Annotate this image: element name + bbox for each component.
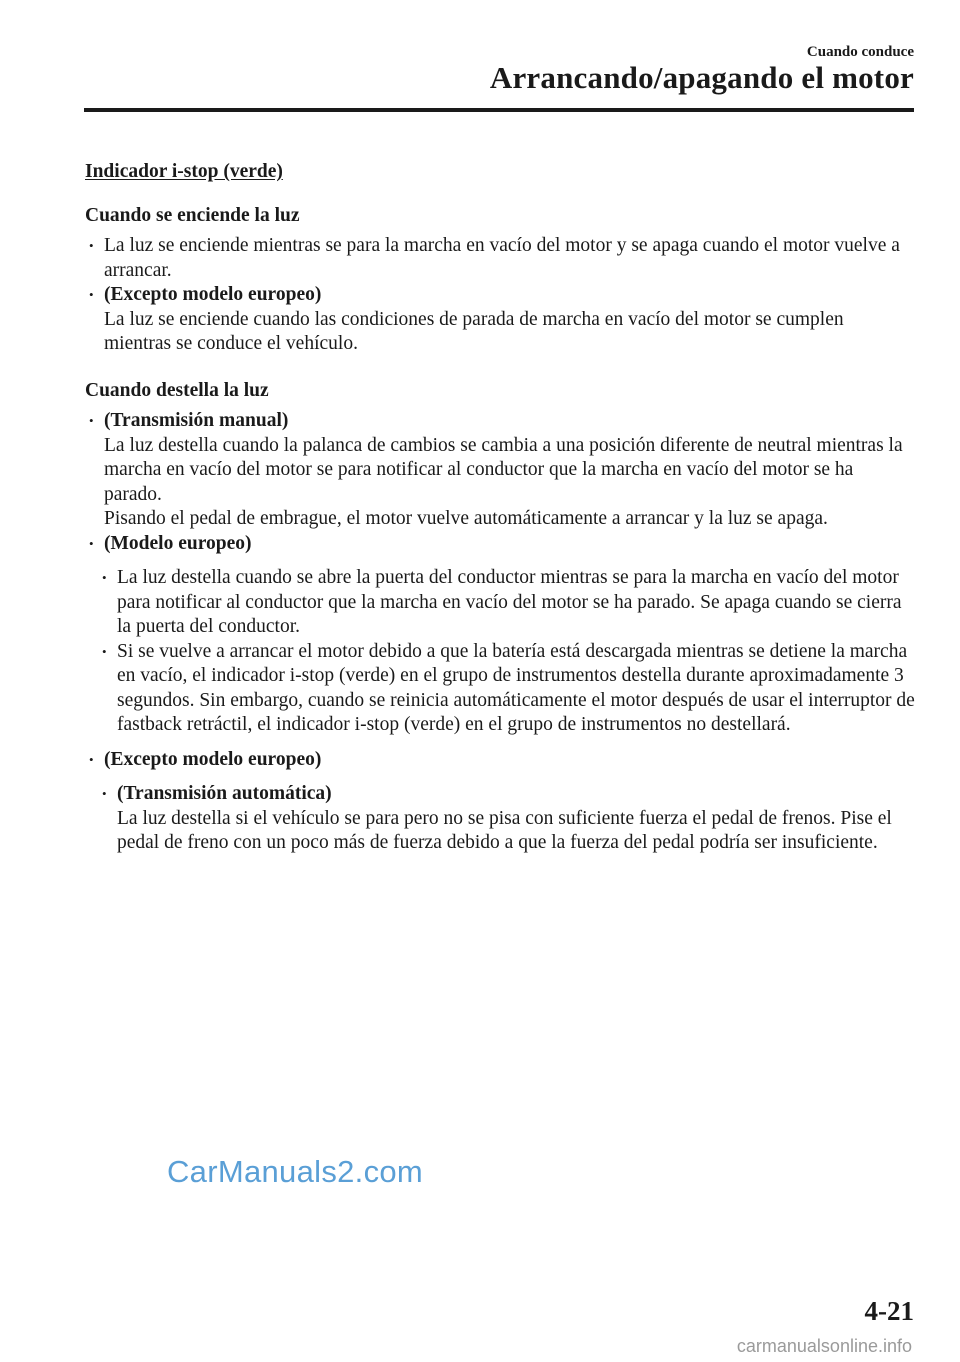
bullet-icon: • [102,643,107,659]
list-item [85,409,915,532]
list-item [85,283,915,357]
bullet-icon: • [89,287,94,302]
list-item-text: Pisando el pedal de embrague, el motor vuelve automáticamente a arrancar y la luz se apaga. [104,508,828,529]
page-number: 4-21 [864,1296,914,1326]
list-item-label: (Transmisión manual) [104,410,289,431]
list-item-text: La luz se enciende mientras se para la marcha en vacío del motor y se apaga cuando el motor vuelve a arrancar. [104,235,900,281]
list-item-text: La luz destella cuando la palanca de cambios se cambia a una posición diferente de neutral mientras la marcha en vacío del motor se para notificar al conductor que la marcha en vacío del motor se ha parado. [104,434,903,505]
sub-list-item-text: La luz destella cuando se abre la puerta del conductor mientras se para la marcha en vacío del motor para notificar al conductor que la marcha en vacío del motor se ha parado. Se apaga cuando se cierra la puerta del conductor. [117,567,902,637]
bullet-icon: • [89,238,94,253]
sub-list-item-text: La luz destella si el vehículo se para pero no se pisa con suficiente fuerza el pedal de frenos. Pise el pedal de freno con un poco más de fuerza debido a que la fuerza del pedal podría ser insuficiente. [117,807,892,853]
subsection-title-light-on: Cuando se enciende la luz [85,204,300,226]
footer-site-watermark: carmanualsonline.info [736,1336,912,1356]
page-title: Arrancando/apagando el motor [489,60,914,95]
list-item [85,234,915,283]
bullet-icon: • [89,413,94,428]
list-item-label: (Excepto modelo europeo) [104,284,322,305]
list-item-label: (Excepto modelo europeo) [104,748,322,770]
subsection-title-light-flash: Cuando destella la luz [85,379,269,401]
bullet-icon: • [89,535,94,551]
list-item-label: (Modelo europeo) [104,532,252,554]
sub-list-item-text: Si se vuelve a arrancar el motor debido a que la batería está descargada mientras se detiene la marcha en vacío, el indicador i-stop (verde) en el grupo de instrumentos destella durante aproximadamente 3 segundos. Sin embargo, cuando se reinicia automáticamente el motor después de usar el interruptor de fastback retráctil, el indicador i-stop (verde) en el grupo de instrumentos no destellará. [117,640,915,735]
sub-list-item [85,640,915,738]
sub-list-item-label: (Transmisión automática) [117,783,332,804]
sub-list-item [85,782,915,856]
list-item [85,748,915,773]
list-item-text: La luz se enciende cuando las condiciones de parada de marcha en vacío del motor se cumplen mientras se conduce el vehículo. [104,308,844,354]
list-item [85,532,915,557]
sub-list-item [85,566,915,640]
section-title: Indicador i-stop (verde) [85,161,283,182]
watermark: CarManuals2.com [167,1154,424,1189]
header-rule [84,108,914,112]
bullet-icon: • [102,570,107,585]
bullet-icon: • [102,786,107,801]
bullet-icon: • [89,751,94,767]
main-content [85,160,915,856]
header-section-label: Cuando conduce [806,44,914,60]
